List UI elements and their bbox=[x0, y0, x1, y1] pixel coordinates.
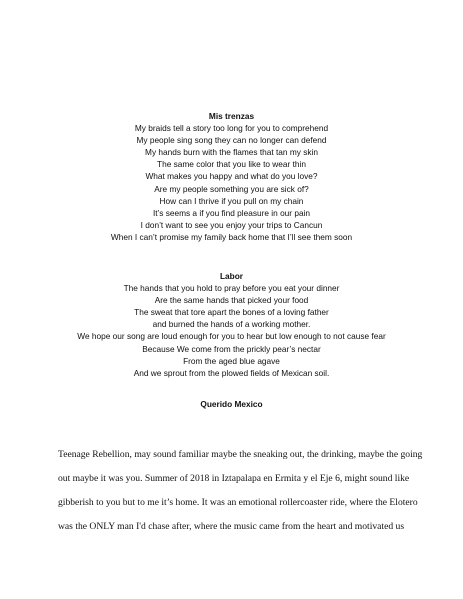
poem-labor bbox=[0, 270, 463, 379]
poem-line: What makes you happy and what do you love? bbox=[145, 171, 318, 182]
prose-paragraph bbox=[58, 448, 423, 544]
prose-line: gibberish to you but to me it’s home. It was an emotional rollercoaster ride, where the Elotero bbox=[58, 497, 418, 508]
poem-line: Because We come from the prickly pear’s nectar bbox=[142, 343, 321, 354]
poem-line: When I can’t promise my family back home that I’ll see them soon bbox=[110, 231, 353, 242]
poem-line: We hope our song are loud enough for you to hear but low enough to not cause fear bbox=[77, 331, 386, 342]
poem-line: The same color that you like to wear thin bbox=[157, 159, 306, 170]
poem-line: It’s seems a if you find pleasure in our pain bbox=[152, 207, 311, 218]
poem-line: From the aged blue agave bbox=[183, 355, 280, 366]
poem-line: The sweat that tore apart the bones of a loving father bbox=[134, 307, 329, 318]
poem-title: Mis trenzas bbox=[208, 111, 255, 121]
poem-line: The hands that you hold to pray before you eat your dinner bbox=[123, 283, 340, 294]
poem-line: Are my people something you are sick of? bbox=[154, 183, 309, 194]
poem-line: How can I thrive if you pull on my chain bbox=[159, 195, 304, 206]
poem-line: My braids tell a story too long for you to comprehend bbox=[134, 123, 329, 134]
poem-line: My hands burn with the flames that tan my skin bbox=[145, 147, 318, 158]
poem-line: I don’t want to see you enjoy your trips to Cancun bbox=[140, 219, 323, 230]
poem-line: My people sing song they can no longer can defend bbox=[136, 135, 327, 146]
prose-line: was the ONLY man I'd chase after, where the music came from the heart and motivated us bbox=[58, 521, 405, 532]
section-title: Querido Mexico bbox=[200, 399, 263, 409]
prose-line: out maybe it was you. Summer of 2018 in Iztapalapa en Ermita y el Eje 6, might sound like bbox=[58, 473, 410, 484]
poem-line: Are the same hands that picked your food bbox=[154, 295, 309, 306]
poem-line: and burned the hands of a working mother. bbox=[152, 319, 311, 330]
prose-line: Teenage Rebellion, may sound familiar maybe the sneaking out, the drinking, maybe the going bbox=[58, 449, 423, 460]
poem-line: And we sprout from the plowed fields of Mexican soil. bbox=[133, 367, 330, 378]
poem-mis-trenzas bbox=[0, 110, 463, 243]
poem-title: Labor bbox=[219, 271, 244, 281]
